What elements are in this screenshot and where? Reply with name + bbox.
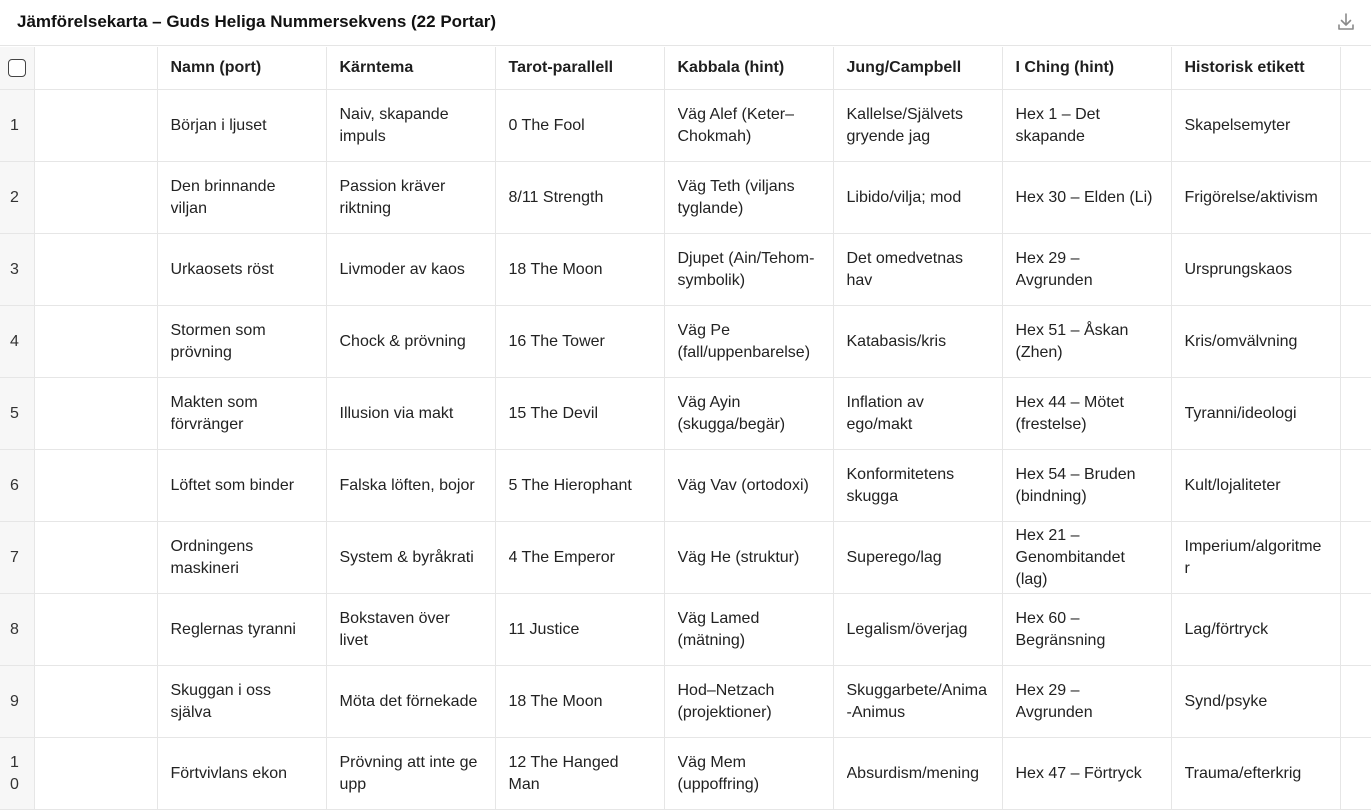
cell-name[interactable]	[157, 666, 326, 738]
overflow-cell	[1340, 738, 1371, 810]
cell-tarot[interactable]	[495, 522, 664, 594]
cell-text: Libido/vilja; mod	[846, 188, 962, 206]
cell-historical-label[interactable]	[1171, 90, 1340, 162]
cell-text: Hex 44 – Mötet (frestelse)	[1015, 393, 1124, 433]
cell-text: Djupet (Ain/Tehom-symbolik)	[677, 249, 815, 289]
cell-jung-campbell[interactable]	[833, 90, 1002, 162]
column-header-theme[interactable]: Kärntema	[326, 47, 495, 90]
blank-column-header	[34, 47, 157, 90]
cell-text: Makten som förvränger	[170, 393, 258, 433]
overflow-cell	[1340, 90, 1371, 162]
cell-kabbala[interactable]	[664, 378, 833, 450]
cell-tarot[interactable]	[495, 738, 664, 810]
cell-text: 18 The Moon	[508, 692, 603, 710]
cell-text: Hex 21 – Genombitandet (lag)	[1015, 526, 1125, 588]
table-row[interactable]	[0, 378, 1371, 450]
cell-text: 12 The Hanged Man	[508, 753, 619, 793]
cell-text: Trauma/efterkrig	[1184, 764, 1302, 782]
cell-text: Skuggarbete/Anima-Animus	[846, 681, 988, 721]
overflow-cell	[1340, 450, 1371, 522]
overflow-cell	[1340, 306, 1371, 378]
blank-cell[interactable]	[34, 306, 157, 378]
cell-historical-label[interactable]	[1171, 666, 1340, 738]
cell-kabbala[interactable]	[664, 594, 833, 666]
cell-tarot[interactable]	[495, 450, 664, 522]
cell-theme[interactable]	[326, 450, 495, 522]
cell-text: Hex 54 – Bruden (bindning)	[1015, 465, 1136, 505]
cell-i-ching[interactable]	[1002, 738, 1171, 810]
cell-text: Kult/lojaliteter	[1184, 476, 1281, 494]
cell-text: 5 The Hierophant	[508, 476, 632, 494]
cell-text: 8/11 Strength	[508, 188, 604, 206]
cell-kabbala[interactable]	[664, 450, 833, 522]
cell-tarot[interactable]	[495, 378, 664, 450]
cell-kabbala[interactable]	[664, 738, 833, 810]
cell-text: Reglernas tyranni	[170, 620, 296, 638]
cell-text: 16 The Tower	[508, 332, 605, 350]
cell-jung-campbell[interactable]	[833, 234, 1002, 306]
cell-theme[interactable]	[326, 666, 495, 738]
row-index[interactable]: 3	[0, 234, 34, 306]
table-body	[0, 90, 1371, 810]
cell-i-ching[interactable]	[1002, 162, 1171, 234]
column-header-kabbala[interactable]: Kabbala (hint)	[664, 47, 833, 90]
cell-theme[interactable]	[326, 90, 495, 162]
table-row[interactable]	[0, 594, 1371, 666]
cell-text: Kris/omvälvning	[1184, 332, 1298, 350]
row-index[interactable]: 4	[0, 306, 34, 378]
cell-i-ching[interactable]	[1002, 378, 1171, 450]
cell-text: 11 Justice	[508, 620, 580, 638]
cell-historical-label[interactable]	[1171, 594, 1340, 666]
cell-text: Illusion via makt	[339, 404, 454, 422]
download-icon	[1335, 11, 1357, 33]
cell-text: Väg Lamed (mätning)	[677, 609, 760, 649]
cell-name[interactable]	[157, 162, 326, 234]
cell-name[interactable]	[157, 234, 326, 306]
cell-kabbala[interactable]	[664, 234, 833, 306]
cell-jung-campbell[interactable]	[833, 522, 1002, 594]
table-row[interactable]	[0, 234, 1371, 306]
cell-text: Stormen som prövning	[170, 321, 266, 361]
blank-cell[interactable]	[34, 450, 157, 522]
cell-text: Väg He (struktur)	[677, 548, 800, 566]
cell-text: Löftet som binder	[170, 476, 295, 494]
cell-text: Lag/förtryck	[1184, 620, 1269, 638]
table-row[interactable]	[0, 666, 1371, 738]
cell-text: Skapelsemyter	[1184, 116, 1291, 134]
table-row[interactable]	[0, 306, 1371, 378]
row-index[interactable]: 2	[0, 162, 34, 234]
cell-text: Väg Pe (fall/uppenbarelse)	[677, 321, 811, 361]
cell-text: Väg Alef (Keter–Chokmah)	[677, 105, 795, 145]
column-header-jung-campbell[interactable]: Jung/Campbell	[833, 47, 1002, 90]
cell-historical-label[interactable]	[1171, 162, 1340, 234]
cell-i-ching[interactable]	[1002, 234, 1171, 306]
cell-text: Passion kräver riktning	[339, 177, 446, 217]
cell-text: Inflation av ego/makt	[846, 393, 924, 433]
cell-tarot[interactable]	[495, 594, 664, 666]
cell-text: Hex 29 – Avgrunden	[1015, 249, 1093, 289]
cell-i-ching[interactable]	[1002, 666, 1171, 738]
column-header-tarot[interactable]: Tarot-parallell	[495, 47, 664, 90]
title-bar	[0, 0, 1371, 46]
row-index[interactable]: 9	[0, 666, 34, 738]
cell-text: Hex 51 – Åskan (Zhen)	[1015, 321, 1129, 361]
select-all-cell	[0, 47, 34, 90]
cell-text: 15 The Devil	[508, 404, 599, 422]
cell-text: Falska löften, bojor	[339, 476, 475, 494]
cell-name[interactable]	[157, 90, 326, 162]
cell-text: Hod–Netzach (projektioner)	[677, 681, 775, 721]
cell-kabbala[interactable]	[664, 162, 833, 234]
row-index[interactable]: 8	[0, 594, 34, 666]
cell-text: Förtvivlans ekon	[170, 764, 287, 782]
row-index[interactable]: 7	[0, 522, 34, 594]
cell-theme[interactable]	[326, 234, 495, 306]
table-row[interactable]	[0, 738, 1371, 810]
overflow-cell	[1340, 522, 1371, 594]
cell-tarot[interactable]	[495, 162, 664, 234]
cell-jung-campbell[interactable]	[833, 162, 1002, 234]
cell-name[interactable]	[157, 450, 326, 522]
cell-text: Väg Teth (viljans tyglande)	[677, 177, 795, 217]
overflow-cell	[1340, 594, 1371, 666]
cell-text: Möta det förnekade	[339, 692, 478, 710]
table-row[interactable]	[0, 450, 1371, 522]
overflow-cell	[1340, 234, 1371, 306]
table-row[interactable]	[0, 162, 1371, 234]
cell-theme[interactable]	[326, 378, 495, 450]
table-row[interactable]	[0, 522, 1371, 594]
blank-cell[interactable]	[34, 234, 157, 306]
cell-kabbala[interactable]	[664, 90, 833, 162]
cell-i-ching[interactable]	[1002, 90, 1171, 162]
blank-cell[interactable]	[34, 162, 157, 234]
cell-text: Hex 60 – Begränsning	[1015, 609, 1106, 649]
cell-text: Chock & prövning	[339, 332, 466, 350]
cell-historical-label[interactable]	[1171, 738, 1340, 810]
cell-historical-label[interactable]	[1171, 234, 1340, 306]
cell-historical-label[interactable]	[1171, 450, 1340, 522]
cell-text: Väg Vav (ortodoxi)	[677, 476, 809, 494]
cell-text: 18 The Moon	[508, 260, 603, 278]
cell-text: Synd/psyke	[1184, 692, 1268, 710]
blank-cell[interactable]	[34, 738, 157, 810]
cell-jung-campbell[interactable]	[833, 306, 1002, 378]
header-row	[0, 47, 1371, 90]
cell-text: Ordningens maskineri	[170, 537, 254, 577]
blank-cell[interactable]	[34, 90, 157, 162]
cell-text: Början i ljuset	[170, 116, 267, 134]
cell-kabbala[interactable]	[664, 666, 833, 738]
cell-text: System & byråkrati	[339, 548, 474, 566]
table-row[interactable]	[0, 90, 1371, 162]
cell-name[interactable]	[157, 522, 326, 594]
cell-name[interactable]	[157, 378, 326, 450]
cell-jung-campbell[interactable]	[833, 594, 1002, 666]
cell-tarot[interactable]	[495, 306, 664, 378]
blank-cell[interactable]	[34, 522, 157, 594]
cell-jung-campbell[interactable]	[833, 378, 1002, 450]
blank-cell[interactable]	[34, 378, 157, 450]
cell-historical-label[interactable]	[1171, 378, 1340, 450]
overflow-cell	[1340, 666, 1371, 738]
cell-text: Superego/lag	[846, 548, 942, 566]
cell-jung-campbell[interactable]	[833, 738, 1002, 810]
cell-tarot[interactable]	[495, 666, 664, 738]
cell-text: Tyranni/ideologi	[1184, 404, 1297, 422]
cell-tarot[interactable]	[495, 90, 664, 162]
cell-theme[interactable]	[326, 306, 495, 378]
cell-theme[interactable]	[326, 738, 495, 810]
cell-kabbala[interactable]	[664, 522, 833, 594]
cell-i-ching[interactable]	[1002, 306, 1171, 378]
cell-text: Hex 29 – Avgrunden	[1015, 681, 1093, 721]
cell-text: Väg Ayin (skugga/begär)	[677, 393, 786, 433]
column-header-i-ching[interactable]: I Ching (hint)	[1002, 47, 1171, 90]
overflow-cell	[1340, 378, 1371, 450]
cell-text: Naiv, skapande impuls	[339, 105, 449, 145]
cell-text: Hex 47 – Förtryck	[1015, 764, 1142, 782]
cell-i-ching[interactable]	[1002, 450, 1171, 522]
cell-text: Kallelse/Självets gryende jag	[846, 105, 963, 145]
cell-text: Katabasis/kris	[846, 332, 947, 350]
cell-text: Livmoder av kaos	[339, 260, 465, 278]
cell-text: Hex 30 – Elden (Li)	[1015, 188, 1153, 206]
page-title: Jämförelsekarta – Guds Heliga Nummersekvens (22 Portar)	[17, 12, 497, 31]
select-all-checkbox[interactable]	[8, 59, 26, 77]
cell-theme[interactable]	[326, 522, 495, 594]
cell-i-ching[interactable]	[1002, 594, 1171, 666]
cell-text: Den brinnande viljan	[170, 177, 276, 217]
blank-cell[interactable]	[34, 666, 157, 738]
cell-text: Hex 1 – Det skapande	[1015, 105, 1100, 145]
cell-name[interactable]	[157, 306, 326, 378]
cell-text: 0 The Fool	[508, 116, 585, 134]
cell-name[interactable]	[157, 594, 326, 666]
row-index[interactable]: 1	[0, 90, 34, 162]
cell-jung-campbell[interactable]	[833, 666, 1002, 738]
cell-text: Konformitetens skugga	[846, 465, 955, 505]
cell-text: Ursprungskaos	[1184, 260, 1293, 278]
cell-text: Prövning att inte ge upp	[339, 753, 478, 793]
data-table	[0, 47, 1371, 810]
column-header-historical-label[interactable]: Historisk etikett	[1171, 47, 1340, 90]
cell-text: Skuggan i oss själva	[170, 681, 272, 721]
cell-historical-label[interactable]	[1171, 306, 1340, 378]
row-index[interactable]: 5	[0, 378, 34, 450]
download-button[interactable]	[1335, 11, 1357, 33]
cell-text: Väg Mem (uppoffring)	[677, 753, 760, 793]
cell-text: Frigörelse/aktivism	[1184, 188, 1318, 206]
data-grid	[0, 47, 1371, 812]
cell-text: Imperium/algoritmer	[1184, 537, 1322, 577]
overflow-cell	[1340, 162, 1371, 234]
cell-jung-campbell[interactable]	[833, 450, 1002, 522]
column-header-name[interactable]: Namn (port)	[157, 47, 326, 90]
cell-text: 4 The Emperor	[508, 548, 615, 566]
cell-theme[interactable]	[326, 594, 495, 666]
cell-historical-label[interactable]	[1171, 522, 1340, 594]
row-index[interactable]: 10	[0, 738, 34, 810]
cell-text: Det omedvetnas hav	[846, 249, 964, 289]
cell-theme[interactable]	[326, 162, 495, 234]
cell-text: Absurdism/mening	[846, 764, 979, 782]
overflow-column-header	[1340, 47, 1371, 90]
row-index[interactable]: 6	[0, 450, 34, 522]
cell-text: Bokstaven över livet	[339, 609, 450, 649]
cell-i-ching[interactable]	[1002, 522, 1171, 594]
cell-name[interactable]	[157, 738, 326, 810]
cell-text: Legalism/överjag	[846, 620, 968, 638]
cell-text: Urkaosets röst	[170, 260, 274, 278]
cell-tarot[interactable]	[495, 234, 664, 306]
blank-cell[interactable]	[34, 594, 157, 666]
cell-kabbala[interactable]	[664, 306, 833, 378]
